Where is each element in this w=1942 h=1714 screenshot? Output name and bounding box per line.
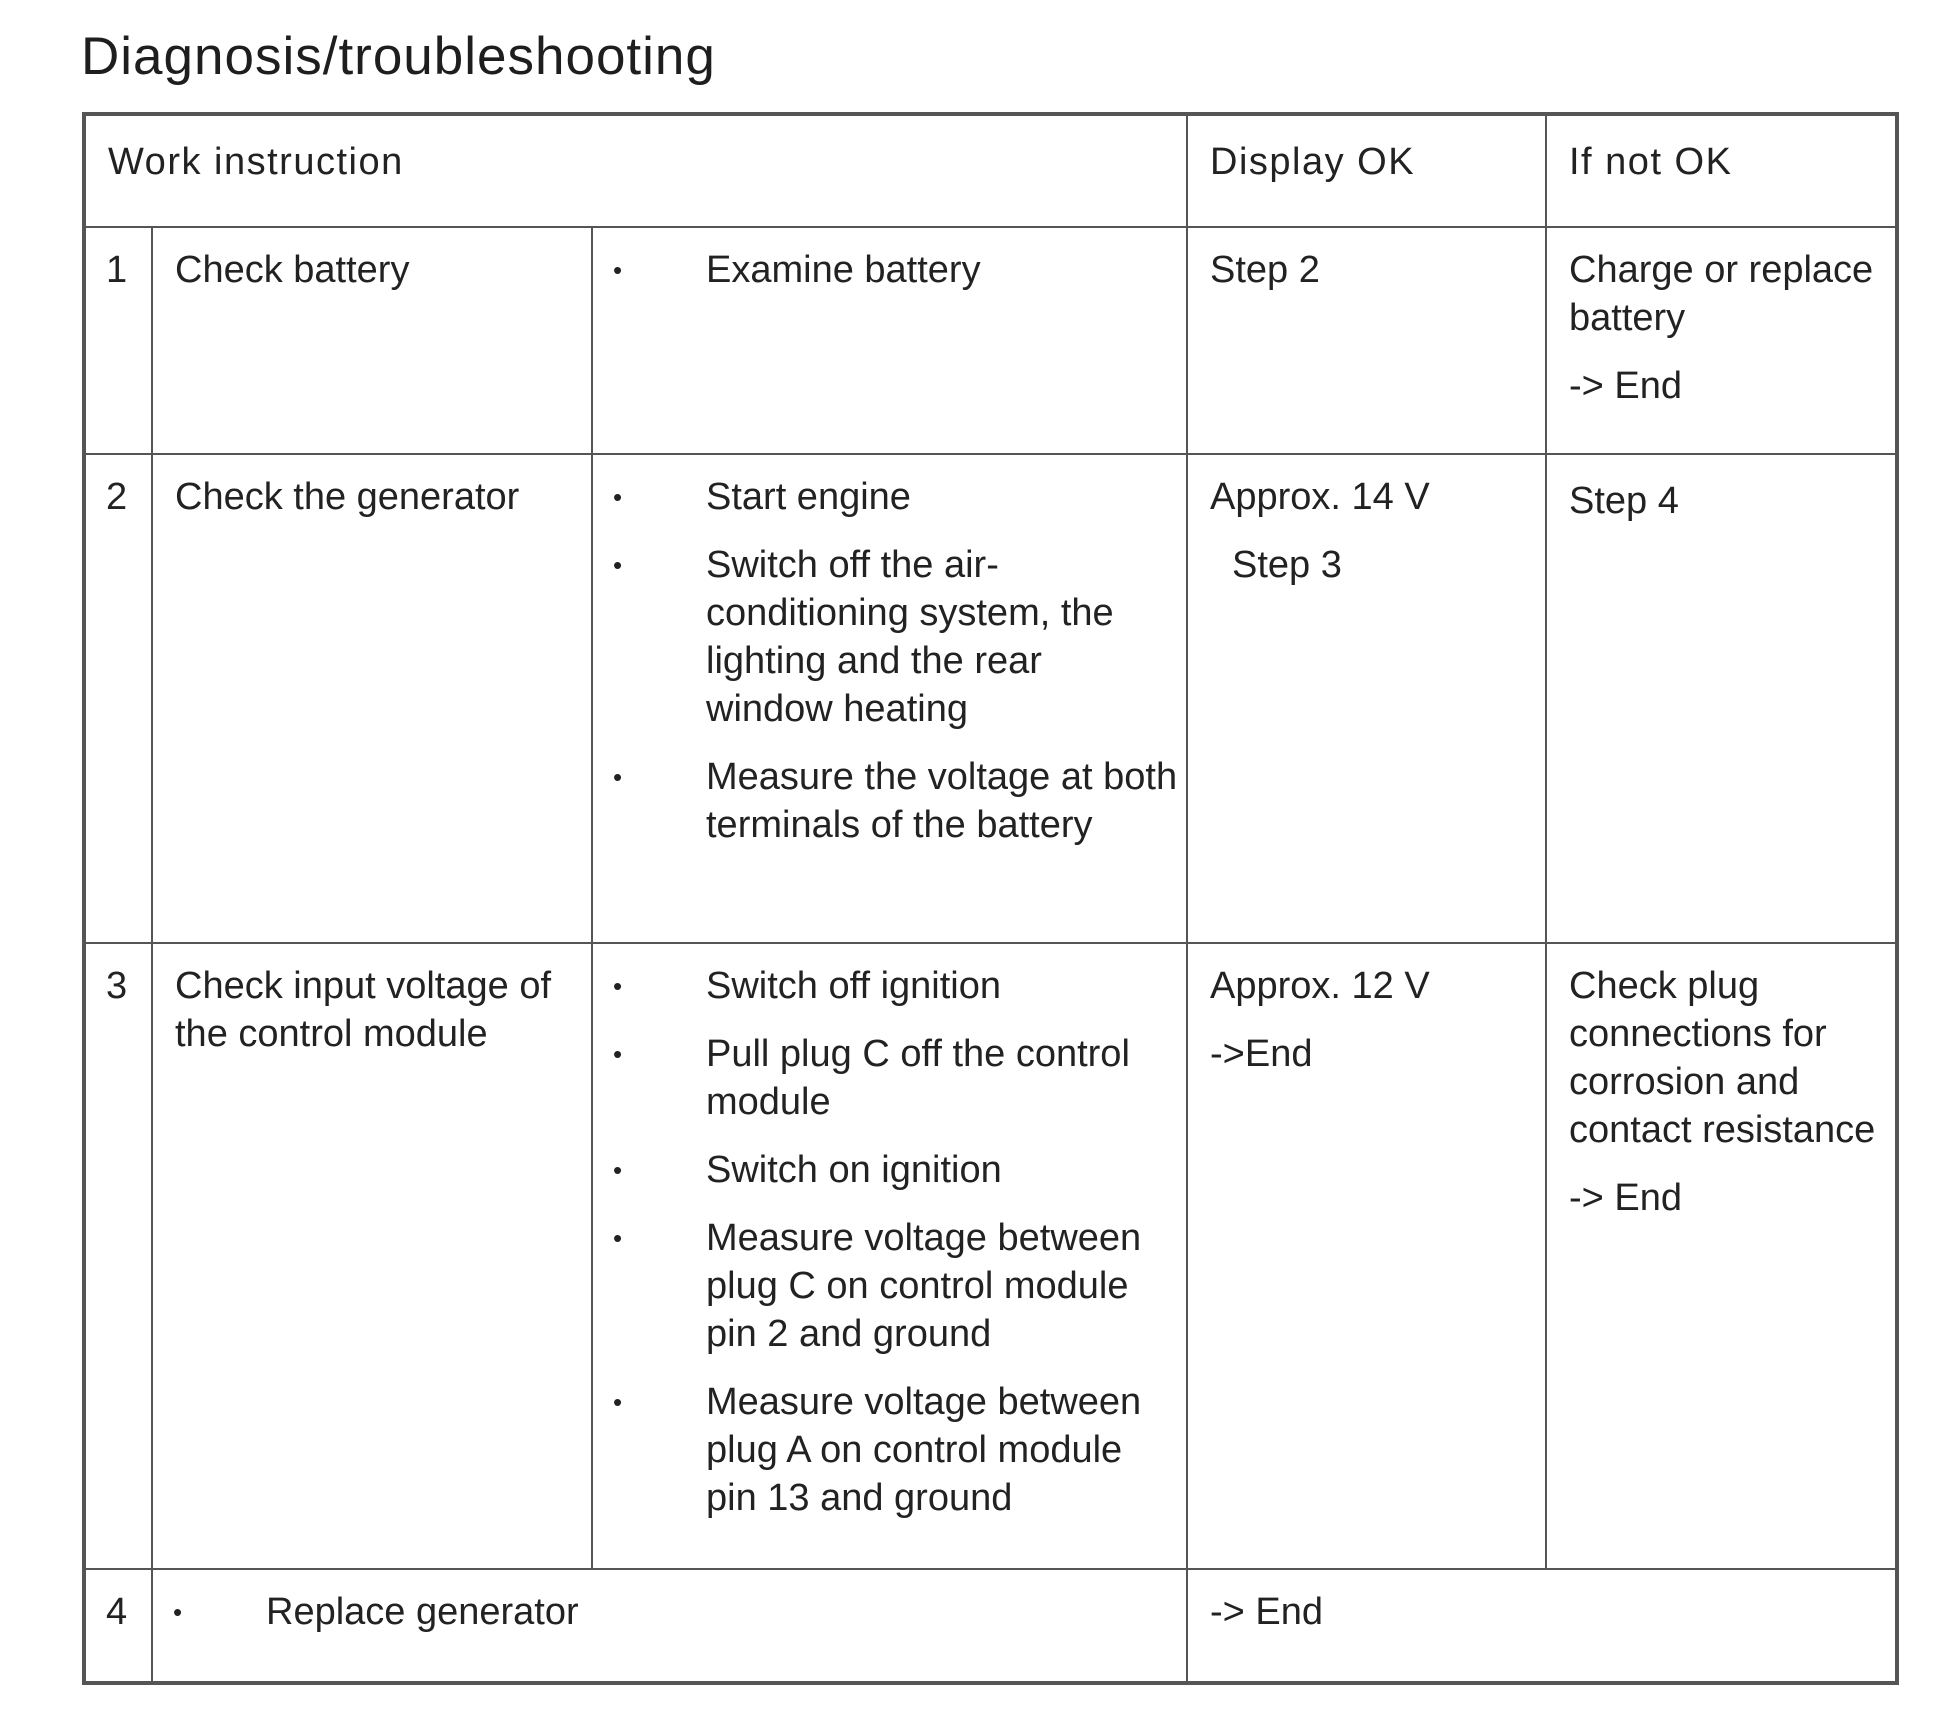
- action-list-cell: [592, 943, 1187, 1569]
- list-item: • Measure voltage between plug C on control module pin 2 and ground: [593, 1214, 1178, 1358]
- display-ok-value: Approx. 12 V: [1210, 965, 1430, 1007]
- bullet-icon: •: [613, 1387, 623, 1417]
- if-not-ok-next: -> End: [1569, 1177, 1683, 1219]
- bullet-icon: •: [613, 550, 623, 580]
- step-number: 3: [84, 943, 152, 1569]
- step-number: 1: [84, 227, 152, 454]
- step-number: 2: [84, 454, 152, 943]
- action-list-cell: [592, 227, 1187, 454]
- troubleshooting-table: [82, 112, 1899, 1685]
- list-item: • Switch off ignition: [593, 962, 1178, 1010]
- bullet-icon: •: [613, 1039, 623, 1069]
- display-ok-value: Approx. 14 V: [1210, 476, 1430, 518]
- action-list-cell: [592, 454, 1187, 943]
- table-row: [84, 943, 1897, 1569]
- step-number: 4: [84, 1569, 152, 1683]
- if-not-ok-next: -> End: [1569, 365, 1683, 407]
- if-not-ok-text: Step 4: [1569, 480, 1679, 522]
- display-ok-next: Step 3: [1232, 544, 1342, 586]
- bullet-icon: •: [173, 1597, 183, 1627]
- list-item: • Switch on ignition: [593, 1146, 1178, 1194]
- action-list: [593, 455, 1186, 869]
- display-ok-cell: [1187, 227, 1546, 454]
- list-item: • Start engine: [593, 473, 1178, 521]
- bullet-icon: •: [613, 1155, 623, 1185]
- header-work-instruction: Work instruction: [84, 114, 1187, 227]
- if-not-ok-cell: [1546, 943, 1897, 1569]
- display-ok-next: ->End: [1210, 1033, 1313, 1075]
- check-label: Check the generator: [152, 454, 592, 943]
- display-ok-cell: [1187, 1569, 1897, 1683]
- if-not-ok-cell: [1546, 454, 1897, 943]
- list-item: • Pull plug C off the control module: [593, 1030, 1178, 1126]
- list-item: • Examine battery: [593, 246, 1178, 294]
- list-item: • Measure the voltage at both terminals of the battery: [593, 753, 1178, 849]
- check-label: Check input voltage of the control module: [152, 943, 592, 1569]
- page-title: Diagnosis/troubleshooting: [81, 27, 716, 86]
- list-item: • Replace generator: [153, 1588, 1178, 1636]
- action-list: [153, 1570, 1186, 1656]
- if-not-ok-cell: [1546, 227, 1897, 454]
- table-header-row: [84, 114, 1897, 227]
- display-ok-cell: [1187, 943, 1546, 1569]
- bullet-icon: •: [613, 971, 623, 1001]
- list-item: • Switch off the air-conditioning system, the lighting and the rear window heating: [593, 541, 1178, 733]
- table-row: [84, 1569, 1897, 1683]
- header-display-ok: Display OK: [1187, 114, 1546, 227]
- display-ok-value: Step 2: [1210, 249, 1320, 291]
- display-ok-cell: [1187, 454, 1546, 943]
- action-list-cell: [152, 1569, 1187, 1683]
- list-item: • Measure voltage between plug A on control module pin 13 and ground: [593, 1378, 1178, 1522]
- display-ok-value: -> End: [1210, 1591, 1324, 1633]
- action-list: [593, 228, 1186, 314]
- bullet-icon: •: [613, 255, 623, 285]
- bullet-icon: •: [613, 762, 623, 792]
- table-row: [84, 227, 1897, 454]
- bullet-icon: •: [613, 1223, 623, 1253]
- if-not-ok-text: Charge or replace battery: [1569, 249, 1874, 339]
- bullet-icon: •: [613, 482, 623, 512]
- action-list: [593, 944, 1186, 1542]
- header-if-not-ok: If not OK: [1546, 114, 1897, 227]
- check-label: Check battery: [152, 227, 592, 454]
- if-not-ok-text: Check plug connections for corrosion and contact resistance: [1569, 965, 1876, 1151]
- table-row: [84, 454, 1897, 943]
